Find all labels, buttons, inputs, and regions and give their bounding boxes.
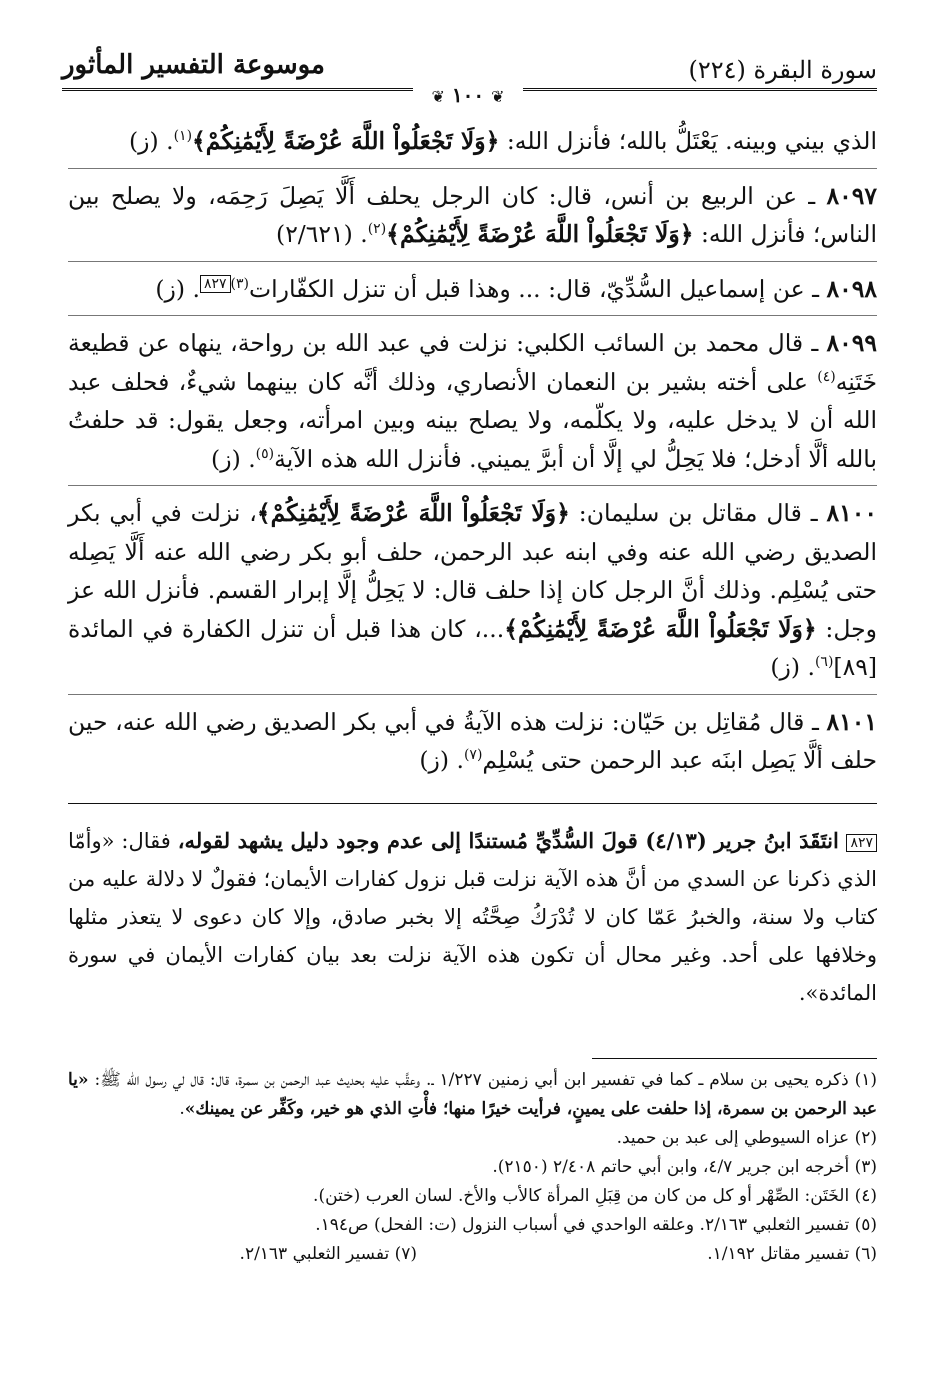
footnote-ref[interactable]: (٤) xyxy=(817,368,836,385)
footnote-ref[interactable]: (٣) xyxy=(230,275,249,292)
narration-number: ٨١٠١ xyxy=(826,707,877,736)
paragraph-text: ، نزلت في أبي بكر الصديق رضي الله عنه وفي ابنه عبد الرحمن، حلف أبو بكر رضي الله عنه أَلَّا يَصِله حتى يُسْلِم. وذلك أنَّ الرجل كان إذا حلف قال: لا يَحِلُّ إلَّا إبرار القسم. فأنزل الله عز وجل: xyxy=(68,499,878,643)
paragraph-separator xyxy=(68,261,877,262)
note-rule xyxy=(68,803,877,804)
narration-number: ٨٠٩٩ xyxy=(826,329,877,357)
footnote-7: (٧) تفسير الثعلبي ٢/١٦٣. xyxy=(239,1244,417,1264)
note-ref-box[interactable]: ٨٢٧ xyxy=(200,275,231,293)
footnote-row xyxy=(68,1240,877,1269)
page-number: ١٠٠ xyxy=(451,83,485,107)
quran-quote: ﴿وَلَا تَجْعَلُواْ اللَّهَ عُرْضَةً لِأَيْمَٰنِكُمْ﴾ xyxy=(386,220,694,248)
footnote-4: (٤) الخَتَن: الصِّهْر أو كل من كان من قِبَلِ المرأة كالأب والأخ. لسان العرب (ختن). xyxy=(313,1186,877,1206)
footnote-1 xyxy=(68,1066,877,1124)
narration-8097 xyxy=(68,177,877,254)
paragraph-separator xyxy=(68,485,877,486)
book-title: موسوعة التفسير المأثور xyxy=(62,50,325,80)
source-mark: . (ز) xyxy=(419,746,464,774)
narration-8101 xyxy=(68,703,877,780)
source-mark: . (ز) xyxy=(770,653,815,681)
surah-header: سورة البقرة (٢٢٤) xyxy=(688,56,877,84)
footnote-3: (٣) أخرجه ابن جرير ٤/٧، وابن أبي حاتم ٢/٤٠٨ (٢١٥٠). xyxy=(492,1157,877,1177)
narration-number: ٨١٠٠ xyxy=(826,499,877,527)
footnote-6: (٦) تفسير مقاتل ١/١٩٢. xyxy=(707,1244,877,1264)
footnote-text: . xyxy=(179,1099,185,1119)
source-mark: . (ز) xyxy=(128,127,174,155)
page-number-box xyxy=(413,82,523,108)
narration-number: ٨٠٩٧ xyxy=(826,181,877,210)
ornament-icon: ❦ xyxy=(491,87,505,106)
footnote-ref[interactable]: (٧) xyxy=(463,747,483,764)
note-number-box: ٨٢٧ xyxy=(846,834,877,852)
footnote-ref[interactable]: (٦) xyxy=(814,654,834,671)
paragraph-text: ـ قال مُقاتِل بن حَيّان: نزلت هذه الآيةُ في أبي بكر الصديق رضي الله عنه، حين حلف ألَّا يَصِل ابنَه عبد الرحمن حتى يُسْلِم xyxy=(68,707,877,774)
ornament-icon: ❦ xyxy=(431,87,445,106)
paragraph-separator xyxy=(68,315,877,316)
footnote-ref[interactable]: (٢) xyxy=(367,221,387,238)
narration-number: ٨٠٩٨ xyxy=(826,274,877,303)
footnotes xyxy=(68,1066,877,1269)
narration-8100 xyxy=(68,494,877,687)
footnote-ref[interactable]: (٥) xyxy=(255,445,275,462)
narration-8098 xyxy=(68,270,877,309)
commentary-note xyxy=(68,822,877,1012)
quran-quote: ﴿وَلَا تَجْعَلُواْ اللَّهَ عُرْضَةً لِأَيْمَٰنِكُمْ﴾ xyxy=(192,127,500,155)
source-mark: . (٢/٦٢١) xyxy=(276,220,368,248)
note-text: فقال: «وأمّا الذي ذكرنا عن السدي من أنَّ هذه الآية نزلت قبل نزول كفارات الأيمان؛ فقولٌ لا دلالة عليه من كتاب ولا سنة، والخبرُ عَمّا كان لا تُدْرَكُ صِحَّتُه إلا بخبر صادق، وإلا كان دعوى لا يتعذر مثلها وخلافها على أحد. وغير محال أن تكون هذه الآية نزلت بعد بيان كفارات الأيمان في سورة المائدة». xyxy=(68,829,877,1005)
footnote-rule xyxy=(592,1058,877,1059)
paragraph-separator xyxy=(68,168,877,169)
narration-8099 xyxy=(68,324,877,478)
source-mark: . (ز) xyxy=(155,274,200,303)
paragraph-text: على أخته بشير بن النعمان الأنصاري، وذلك أنَّه كان بينهما شيءٌ، فحلف عبد الله أن لا يدخل عليه، ولا يكلّمه، ولا يصلح بينه وبين امرأته، وجعل يقول: قد حلفتُ بالله ألَّا أدخل؛ فلا يَحِلُّ لي إلَّا أن أبرَّ يميني. فأنزل الله هذه الآية xyxy=(68,367,877,473)
paragraph-text: ـ قال مقاتل بن سليمان: xyxy=(569,499,827,527)
paragraph-text: ـ قال محمد بن السائب الكلبي: نزلت في عبد الله بن رواحة، ينهاه عن قطيعة خَتَنِه xyxy=(68,329,877,396)
paragraph-text: ـ عن إسماعيل السُّدِّيّ، قال: ... وهذا قبل أن تنزل الكفّارات xyxy=(248,274,827,303)
footnote-5: (٥) تفسير الثعلبي ٢/١٦٣. وعلقه الواحدي في أسباب النزول (ت: الفحل) ص١٩٤. xyxy=(315,1215,877,1235)
paragraph-continuation xyxy=(68,122,877,161)
source-mark: . (ز) xyxy=(211,444,256,473)
note-heading: انتَقَدَ ابنُ جرير (٤/١٣) قولَ السُّدِّيِّ مُستندًا إلى عدم وجود دليل يشهد لقوله، xyxy=(177,828,847,853)
main-text xyxy=(68,122,877,780)
footnote-text: (١) ذكره يحيى بن سلام ـ كما في تفسير ابن أبي زمنين ١/٢٢٧ ـ. وعقَّب عليه بحديث عبد الرحمن بن سمرة، قال: قال لي رسول الله ﷺ: xyxy=(88,1070,878,1090)
paragraph-text: الذي بيني وبينه. يَعْتَلُّ بالله؛ فأنزل الله: xyxy=(499,127,877,155)
quran-quote: ﴿وَلَا تَجْعَلُواْ اللَّهَ عُرْضَةً لِأَيْمَٰنِكُمْ﴾ xyxy=(504,614,817,643)
footnote-ref[interactable]: (١) xyxy=(173,128,193,145)
paragraph-text: ...، كان هذا قبل أن تنزل الكفارة في المائدة [٨٩] xyxy=(68,614,877,681)
paragraph-separator xyxy=(68,694,877,695)
quran-quote: ﴿وَلَا تَجْعَلُواْ اللَّهَ عُرْضَةً لِأَيْمَٰنِكُمْ﴾ xyxy=(256,499,570,527)
footnote-2: (٢) عزاه السيوطي إلى عبد بن حميد. xyxy=(616,1128,877,1148)
hadith-quote: «يا عبد الرحمن بن سمرة، إذا حلفت على يمينٍ، فرأيت خيرًا منها؛ فأْتِ الذي هو خير، وكَفِّر عن يمينك» xyxy=(68,1070,877,1119)
paragraph-text: ـ عن الربيع بن أنس، قال: كان الرجل يحلف أَلَّا يَصِلَ رَحِمَه، ولا يصلح بين الناس؛ فأنزل الله: xyxy=(68,181,877,248)
